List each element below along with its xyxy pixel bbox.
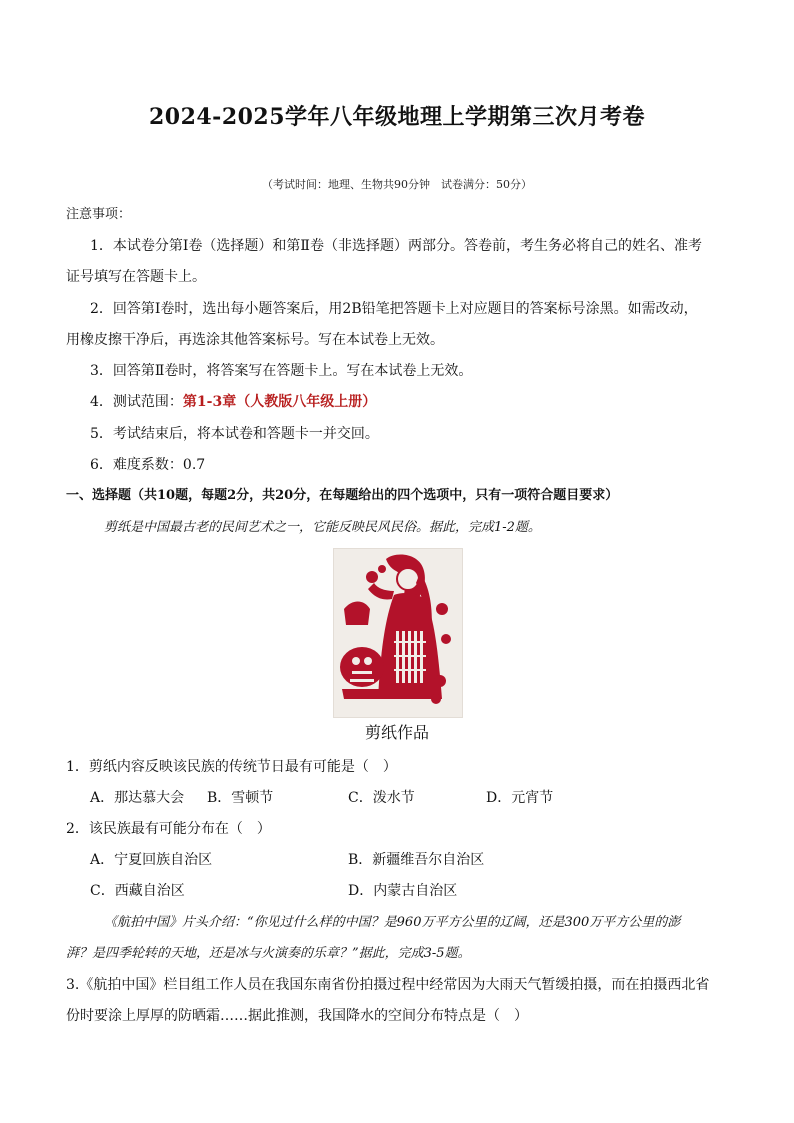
notice-item-6: 6．难度系数：0.7 (90, 457, 206, 473)
question-2-option-b[interactable]: B．新疆维吾尔自治区 (348, 852, 485, 868)
figure-caption: 剪纸作品 (364, 723, 429, 742)
question-3-stem-line-2: 份时要涂上厚厚的防晒霜……据此推测，我国降水的空间分布特点是（ ） (66, 1008, 528, 1024)
notice-item-5: 5．考试结束后，将本试卷和答题卡一并交回。 (90, 426, 379, 442)
notice-item-2-line-1: 2．回答第Ⅰ卷时，选出每小题答案后，用2B铅笔把答题卡上对应题目的答案标号涂黑。如需改动， (90, 301, 698, 317)
papercut-image (333, 548, 463, 718)
test-range: 第1-3章（人教版八年级上册） (182, 394, 377, 410)
question-1-stem: 1．剪纸内容反映该民族的传统节日最有可能是（ ） (66, 759, 397, 775)
notice-item-2-line-2: 用橡皮擦干净后，再选涂其他答案标号。写在本试卷上无效。 (66, 332, 444, 348)
question-intro-3-5-line-1: 《航拍中国》片头介绍：“你见过什么样的中国？是960万平方公里的辽阔，还是300万平方公里的澎 (104, 915, 681, 930)
notice-item-1-line-1: 1．本试卷分第Ⅰ卷（选择题）和第Ⅱ卷（非选择题）两部分。答卷前，考生务必将自己的姓名、准考 (90, 238, 702, 254)
notice-item-4-prefix: 4．测试范围： (90, 394, 183, 410)
question-1-option-d[interactable]: D．元宵节 (486, 790, 554, 806)
notice-item-3: 3．回答第Ⅱ卷时，将答案写在答题卡上。写在本试卷上无效。 (90, 363, 473, 379)
notice-heading: 注意事项： (66, 207, 132, 222)
question-2-option-c[interactable]: C．西藏自治区 (90, 883, 185, 899)
question-1-option-b[interactable]: B．雪顿节 (207, 790, 274, 806)
page-title: 2024-2025学年八年级地理上学期第三次月考卷 (148, 104, 646, 130)
exam-subtitle: （考试时间：地理、生物共90分钟 试卷满分：50分） (262, 178, 532, 191)
notice-item-1-line-2: 证号填写在答题卡上。 (66, 269, 206, 285)
question-intro-1-2: 剪纸是中国最古老的民间艺术之一，它能反映民风民俗。据此，完成1-2题。 (104, 520, 541, 535)
question-2-option-d[interactable]: D．内蒙古自治区 (348, 883, 458, 899)
question-1-option-a[interactable]: A．那达慕大会 (90, 790, 185, 806)
question-3-stem-line-1: 3.《航拍中国》栏目组工作人员在我国东南省份拍摄过程中经常因为大雨天气暂缓拍摄，而在拍摄西北省 (66, 977, 710, 993)
question-2-stem: 2．该民族最有可能分布在（ ） (66, 821, 271, 837)
section-1-heading: 一、选择题（共10题，每题2分，共20分，在每题给出的四个选项中，只有一项符合题目要求） (66, 488, 619, 503)
question-1-option-c[interactable]: C．泼水节 (348, 790, 415, 806)
question-2-option-a[interactable]: A．宁夏回族自治区 (90, 852, 213, 868)
notice-item-4 (90, 392, 376, 412)
question-intro-3-5-line-2: 湃？是四季轮转的天地，还是冰与火演奏的乐章？”据此，完成3-5题。 (66, 946, 471, 961)
papercut-illustration (334, 549, 462, 717)
